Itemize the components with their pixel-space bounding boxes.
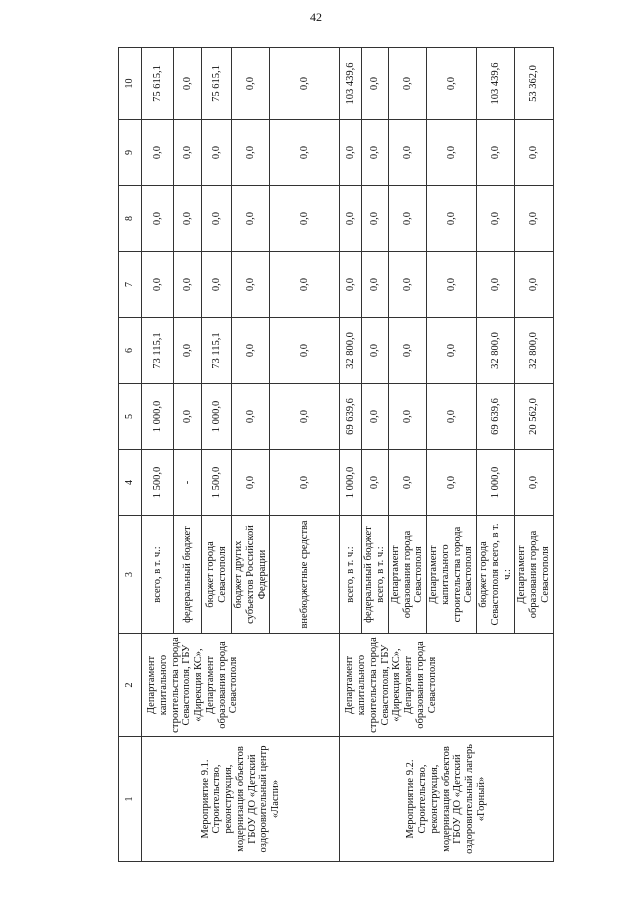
table-row	[142, 48, 174, 862]
funding-source: всего, в т. ч.:	[142, 516, 174, 634]
value-cell: 0,0	[388, 252, 426, 318]
value-cell: 0,0	[388, 48, 426, 120]
value-cell: 0,0	[232, 48, 270, 120]
value-cell: 0,0	[270, 384, 340, 450]
value-cell: 0,0	[427, 384, 477, 450]
value-cell: 0,0	[340, 186, 362, 252]
funding-source: бюджет других субъектов Российской Федерации	[232, 516, 270, 634]
value-cell: 0,0	[174, 252, 202, 318]
col-header: 1	[119, 737, 142, 862]
budget-table	[118, 47, 554, 862]
value-cell: 53 362,0	[515, 48, 553, 120]
value-cell: 1 000,0	[477, 450, 515, 516]
measure-9-1-section	[142, 48, 340, 862]
value-cell: 73 115,1	[202, 318, 232, 384]
value-cell: 0,0	[362, 318, 389, 384]
value-cell: 103 439,6	[477, 48, 515, 120]
value-cell: 0,0	[388, 450, 426, 516]
value-cell: 0,0	[174, 384, 202, 450]
funding-source: федеральный бюджет всего, в т. ч.:	[362, 516, 389, 634]
measure-title: Мероприятие 9.2. Строительство, реконструкция, модернизация объектов ГБОУ ДО «Детский оздоровительный лагерь «Горный»	[340, 737, 553, 862]
value-cell: 1 000,0	[202, 384, 232, 450]
page-number: 42	[310, 10, 322, 24]
col-header: 6	[119, 318, 142, 384]
value-cell: 103 439,6	[340, 48, 362, 120]
value-cell: 0,0	[142, 186, 174, 252]
col-header: 9	[119, 120, 142, 186]
funding-source: Департамент капитального строительства города Севастополя	[427, 516, 477, 634]
value-cell: 0,0	[388, 186, 426, 252]
value-cell: 69 639,6	[477, 384, 515, 450]
value-cell: -	[174, 450, 202, 516]
value-cell: 0,0	[202, 186, 232, 252]
value-cell: 0,0	[427, 120, 477, 186]
value-cell: 1 500,0	[142, 450, 174, 516]
value-cell: 0,0	[515, 186, 553, 252]
value-cell: 73 115,1	[142, 318, 174, 384]
value-cell: 1 500,0	[202, 450, 232, 516]
value-cell: 0,0	[515, 450, 553, 516]
value-cell: 0,0	[142, 120, 174, 186]
funding-source: всего, в т. ч.:	[340, 516, 362, 634]
table-row	[340, 48, 362, 862]
measure-executor: Департамент капитального строительства города Севастополя, ГБУ «Дирекция КС», Департамент образования города Севастополя	[340, 634, 553, 737]
value-cell: 0,0	[362, 450, 389, 516]
value-cell: 0,0	[270, 120, 340, 186]
funding-source: бюджет города Севастополя всего, в т. ч.:	[477, 516, 515, 634]
value-cell: 0,0	[270, 252, 340, 318]
value-cell: 0,0	[477, 252, 515, 318]
funding-source: федеральный бюджет	[174, 516, 202, 634]
value-cell: 0,0	[174, 318, 202, 384]
value-cell: 0,0	[232, 120, 270, 186]
funding-source: Департамент образования города Севастополя	[388, 516, 426, 634]
value-cell: 0,0	[232, 318, 270, 384]
col-header: 10	[119, 48, 142, 120]
value-cell: 0,0	[515, 120, 553, 186]
value-cell: 0,0	[270, 48, 340, 120]
value-cell: 0,0	[362, 186, 389, 252]
value-cell: 0,0	[362, 384, 389, 450]
value-cell: 32 800,0	[515, 318, 553, 384]
value-cell: 0,0	[427, 450, 477, 516]
value-cell: 0,0	[202, 252, 232, 318]
value-cell: 0,0	[340, 252, 362, 318]
measure-9-2-section	[340, 48, 553, 862]
value-cell: 32 800,0	[340, 318, 362, 384]
value-cell: 1 000,0	[142, 384, 174, 450]
col-header: 2	[119, 634, 142, 737]
value-cell: 0,0	[232, 450, 270, 516]
value-cell: 0,0	[427, 48, 477, 120]
value-cell: 0,0	[362, 252, 389, 318]
value-cell: 0,0	[388, 318, 426, 384]
funding-source: Департамент образования города Севастополя	[515, 516, 553, 634]
value-cell: 0,0	[142, 252, 174, 318]
funding-source: бюджет города Севастополя	[202, 516, 232, 634]
value-cell: 0,0	[174, 120, 202, 186]
col-header: 5	[119, 384, 142, 450]
value-cell: 0,0	[427, 318, 477, 384]
col-header: 3	[119, 516, 142, 634]
value-cell: 0,0	[477, 120, 515, 186]
value-cell: 0,0	[232, 252, 270, 318]
value-cell: 0,0	[427, 186, 477, 252]
value-cell: 0,0	[427, 252, 477, 318]
value-cell: 32 800,0	[477, 318, 515, 384]
value-cell: 0,0	[202, 120, 232, 186]
value-cell: 0,0	[477, 186, 515, 252]
value-cell: 75 615,1	[202, 48, 232, 120]
value-cell: 0,0	[340, 120, 362, 186]
column-number-row	[119, 48, 142, 862]
value-cell: 0,0	[232, 384, 270, 450]
value-cell: 1 000,0	[340, 450, 362, 516]
col-header: 4	[119, 450, 142, 516]
value-cell: 75 615,1	[142, 48, 174, 120]
value-cell: 0,0	[388, 384, 426, 450]
value-cell: 0,0	[174, 186, 202, 252]
value-cell: 0,0	[232, 186, 270, 252]
value-cell: 0,0	[388, 120, 426, 186]
value-cell: 0,0	[270, 318, 340, 384]
value-cell: 0,0	[362, 120, 389, 186]
value-cell: 0,0	[362, 48, 389, 120]
value-cell: 0,0	[270, 186, 340, 252]
value-cell: 20 562,0	[515, 384, 553, 450]
value-cell: 0,0	[515, 252, 553, 318]
budget-table-wrapper	[118, 48, 551, 862]
rotated-table-container	[118, 48, 551, 862]
measure-executor: Департамент капитального строительства города Севастополя, ГБУ «Дирекция КС», Департамент образования города Севастополя	[142, 634, 340, 737]
measure-title: Мероприятие 9.1. Строительство, реконструкция, модернизация объектов ГБОУ ДО «Детский оздоровительный центр «Ласпи»	[142, 737, 340, 862]
col-header: 7	[119, 252, 142, 318]
value-cell: 0,0	[270, 450, 340, 516]
value-cell: 69 639,6	[340, 384, 362, 450]
funding-source: внебюджетные средства	[270, 516, 340, 634]
col-header: 8	[119, 186, 142, 252]
value-cell: 0,0	[174, 48, 202, 120]
